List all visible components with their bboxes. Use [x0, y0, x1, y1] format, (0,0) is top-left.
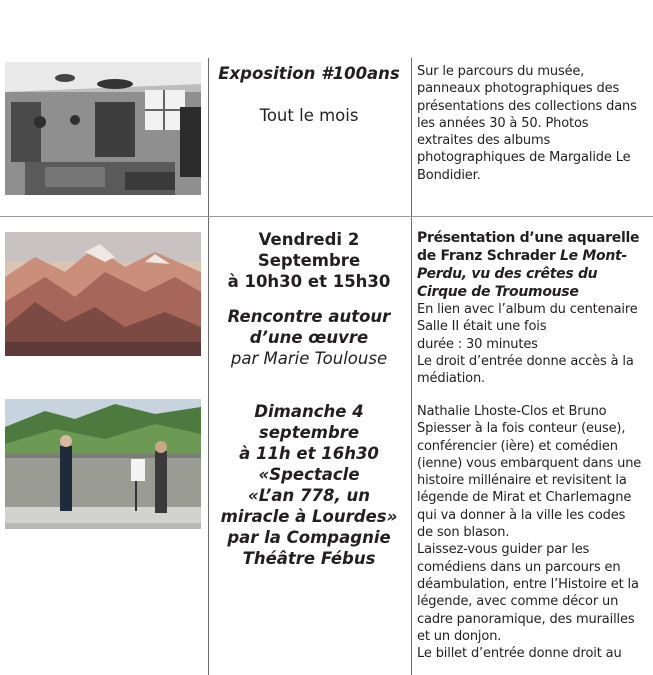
- event-date-line: Septembre: [257, 251, 361, 270]
- column-divider-left: [208, 58, 209, 675]
- event-title-line: par la Compagnie: [227, 528, 391, 547]
- event-title-line: Rencontre autour: [227, 307, 391, 326]
- event-title-line: «Spectacle: [258, 465, 360, 484]
- description-line: durée : 30 minutes: [417, 336, 538, 352]
- event-description-spectacle: [417, 403, 649, 662]
- event-title: Exposition #100ans: [218, 64, 400, 83]
- presentation-title-line: Présentation d’une aquarelle: [417, 230, 640, 246]
- description-line: histoire millénaire et revisitent la: [417, 473, 627, 489]
- column-divider-right: [411, 58, 412, 675]
- event-title-line: Théâtre Fébus: [242, 549, 376, 568]
- event-title-line: miracle à Lourdes»: [220, 507, 398, 526]
- presentation-title-line: de Franz Schrader Le Mont-: [417, 248, 627, 264]
- description-line: déambulation, entre l’Histoire et la: [417, 576, 639, 592]
- event-speaker: par Marie Toulouse: [230, 349, 388, 368]
- description-line: Le billet d’entrée donne droit au: [417, 646, 622, 662]
- event-title-line: septembre: [258, 423, 360, 442]
- description-line: Bondidier.: [417, 167, 481, 183]
- description-line: Laissez-vous guider par les: [417, 542, 590, 558]
- theatre-performance-photo: [5, 399, 201, 529]
- description-line: médiation.: [417, 371, 486, 387]
- description-line: légende, avec comme décor un: [417, 594, 619, 610]
- row-divider: [0, 216, 653, 217]
- event-info-rencontre: [212, 229, 406, 369]
- description-line: qui va donner à la ville les codes: [417, 507, 626, 523]
- description-line: Salle II était une fois: [417, 319, 547, 335]
- description-line: légende de Mirat et Charlemagne: [417, 490, 632, 506]
- event-title-line: d’une œuvre: [249, 328, 369, 347]
- description-line: photographiques de Margalide Le: [417, 150, 631, 166]
- description-line: Spiesser à la fois conteur (euse),: [417, 421, 626, 437]
- description-line: de son blason.: [417, 525, 510, 541]
- event-info-exposition: [212, 63, 406, 126]
- event-date-line: à 10h30 et 15h30: [227, 272, 391, 291]
- event-date: Tout le mois: [259, 106, 359, 125]
- description-line: comédiens dans un parcours en: [417, 559, 621, 575]
- description-line: extraites des albums: [417, 133, 551, 149]
- presentation-title-line: Perdu, vu des crêtes du: [417, 266, 598, 282]
- description-line: Sur le parcours du musée,: [417, 64, 585, 79]
- description-line: et un donjon.: [417, 628, 502, 644]
- event-title-line: Dimanche 4: [254, 402, 364, 421]
- mountain-watercolor-image: [5, 232, 201, 356]
- event-title-line: «L’an 778, un: [248, 486, 370, 505]
- description-line: Le droit d’entrée donne accès à la: [417, 353, 634, 369]
- event-date-line: Vendredi 2: [258, 230, 360, 249]
- event-title-line: à 11h et 16h30: [239, 444, 379, 463]
- description-line: panneaux photographiques des: [417, 81, 620, 97]
- description-line: cadre panoramique, des murailles: [417, 611, 635, 627]
- museum-interior-photo: [5, 62, 201, 195]
- event-description-rencontre: [417, 229, 649, 387]
- event-description-exposition: [417, 63, 649, 184]
- description-line: (ienne) vous embarquent dans une: [417, 455, 642, 471]
- description-line: conférencier (ière) et comédien: [417, 438, 618, 454]
- event-info-spectacle: [212, 401, 406, 569]
- description-line: les années 30 à 50. Photos: [417, 115, 589, 131]
- description-line: Nathalie Lhoste-Clos et Bruno: [417, 404, 607, 419]
- description-line: En lien avec l’album du centenaire: [417, 302, 638, 317]
- description-line: présentations des collections dans: [417, 98, 637, 114]
- presentation-title-line: Cirque de Troumouse: [417, 284, 579, 300]
